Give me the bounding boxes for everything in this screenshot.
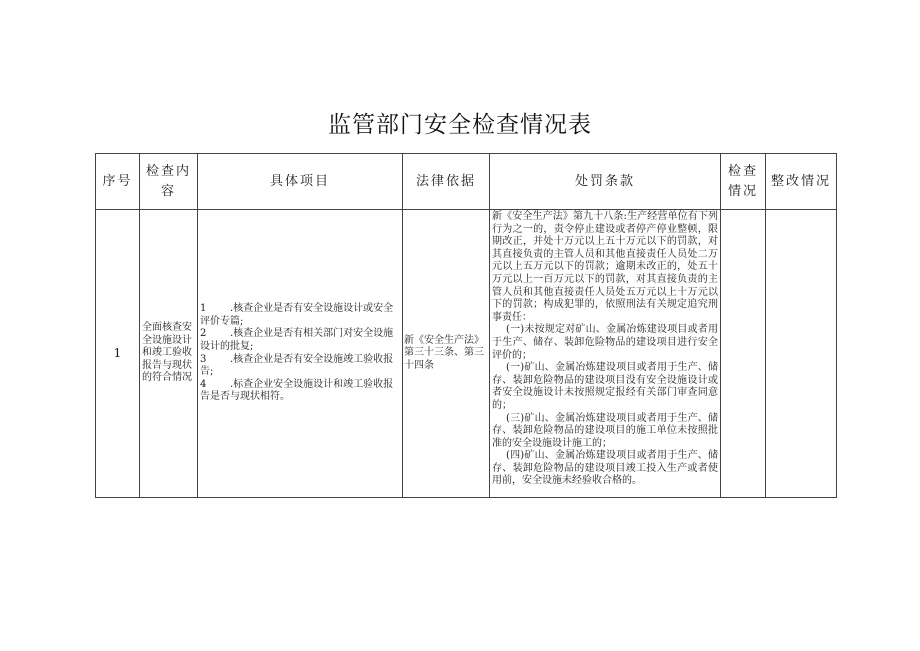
cell-content: 全面核查安全设施设计和竣工验收报告与现状的符合情况 — [140, 210, 198, 498]
header-content: 检查内容 — [140, 154, 198, 210]
header-status: 检查情况 — [721, 154, 766, 210]
cell-items — [198, 210, 403, 498]
item-text: .核查企业是否有安全设施竣工验收报告; — [200, 353, 394, 378]
header-rectify: 整改情况 — [766, 154, 837, 210]
header-items: 具体项目 — [198, 154, 403, 210]
item-text: .标查企业安全设施设计和竣工验收报告是否与现状相符。 — [200, 378, 394, 403]
item-text: .核查企业是否有安全设施设计或安全评价专篇; — [200, 303, 394, 327]
penalty-clause: (四)矿山、金属冶炼建设项目或者用于生产、储存、装卸危险物品的建设项目竣工投入生产或者使用前，安全设施未经验收合格的。 — [492, 450, 718, 487]
cell-rectify[interactable] — [766, 210, 837, 498]
cell-law: 新《安全生产法》第三十三条、第三十四条 — [403, 210, 490, 498]
list-item — [200, 303, 400, 328]
header-law: 法律依据 — [403, 154, 490, 210]
penalty-clause: (一)矿山、金属冶炼建设项目或者用于生产、储存、装卸危险物品的建设项目没有安全设施设计或者安全设施设计未按照规定报经有关部门审查同意的； — [492, 362, 718, 411]
header-penalty: 处罚条款 — [490, 154, 721, 210]
item-number: 1 — [200, 303, 207, 315]
penalty-clause: (一)未按规定对矿山、金属冶炼建设项目或者用于生产、储存、装卸危险物品的建设项目进行安全评价的； — [492, 324, 718, 361]
inspection-table — [95, 153, 837, 498]
list-item — [200, 354, 400, 379]
header-row — [96, 154, 837, 210]
item-number: 3 — [200, 353, 207, 365]
list-item — [200, 379, 400, 404]
item-number: 4 — [200, 378, 207, 390]
header-seq: 序号 — [96, 154, 140, 210]
item-number: 2 — [200, 328, 207, 340]
page-title: 监管部门安全检查情况表 — [328, 112, 592, 138]
cell-seq: 1 — [96, 210, 140, 498]
cell-status[interactable] — [721, 210, 766, 498]
item-text: .核查企业是否有相关部门对安全设施设计的批复; — [200, 328, 394, 352]
list-item — [200, 328, 400, 353]
table-row — [96, 210, 837, 498]
cell-penalty — [490, 210, 721, 498]
penalty-intro: 新《安全生产法》第九十八条:生产经营单位有下列行为之一的，责令停止建设或者停产停业整顿，限期改正，并处十万元以上五十万元以下的罚款，对其直接负责的主管人员和其他直接责任人员处二万元以上五万元以下的罚款；逾期未改正的，处五十万元以上一百万元以下的罚款，对其直接负责的主管人员和其他直接责任人员处五万元以上十万元以下的罚款；构成犯罪的，依照刑法有关规定追究刑事责任： — [492, 211, 718, 323]
penalty-clause: (三)矿山、金属冶炼建设项目或者用于生产、储存、装卸危险物品的建设项目的施工单位未按照批准的安全设施设计施工的； — [492, 412, 718, 449]
